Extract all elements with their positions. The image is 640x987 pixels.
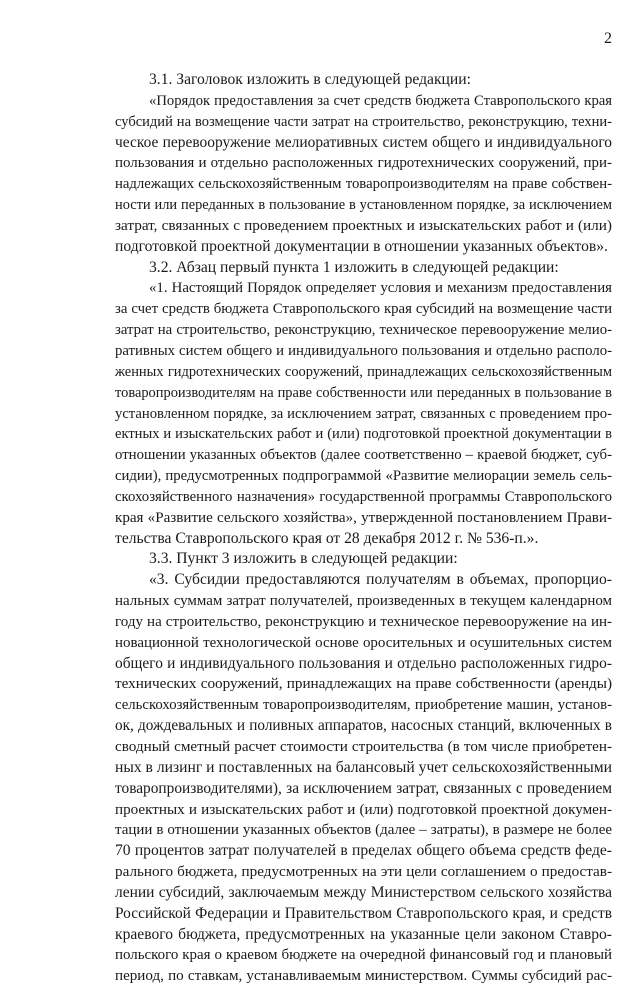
text-line: лении субсидий, заключаемым между Министерством сельского хозяйства <box>115 883 612 901</box>
text-line: проектных и изыскательских работ и (или) подготовкой проектной докумен- <box>115 801 612 818</box>
text-line: Российской Федерации и Правительством Ставропольского края, и средств <box>115 904 612 922</box>
text-line: затрат на строительство, реконструкцию, техническое перевооружение мелио- <box>115 322 612 339</box>
text-line: подготовкой проектной документации в отношении указанных объектов». <box>115 237 608 255</box>
text-line: ектных и изыскательских работ и (или) подготовкой проектной документации в <box>115 426 612 443</box>
text-line: сидии), предусмотренных подпрограммой «Развитие мелиорации земель сель- <box>115 468 612 485</box>
text-line: ческое перевооружение мелиоративных систем общего и индивидуального <box>115 133 612 151</box>
text-line: женных гидротехнических сооружений, принадлежащих сельскохозяйственным <box>115 363 612 380</box>
text-line: году на строительство, реконструкцию и техническое перевооружение на ин- <box>115 613 612 630</box>
page-number: 2 <box>604 30 612 47</box>
text-line: 3.2. Абзац первый пункта 1 изложить в следующей редакции: <box>149 258 559 276</box>
text-line: товаропроизводителями), за исключением затрат, связанных с проведением <box>115 779 612 797</box>
text-line: товаропроизводителям на праве собственности или переданных в пользование в <box>115 384 612 401</box>
text-line: сельскохозяйственным товаропроизводителям, приобретение машин, установ- <box>115 697 612 714</box>
text-line: отношении указанных объектов (далее соответственно – краевой бюджет, суб- <box>115 447 612 464</box>
text-line: нальных суммам затрат получателей, произведенных в текущем календарном <box>115 593 612 610</box>
text-line: ных в лизинг и поставленных на балансовый учет сельскохозяйственными <box>115 758 612 776</box>
text-line: сводный сметный расчет стоимости строительства (в том числе приобретен- <box>115 738 612 755</box>
text-line: польского края о краевом бюджете на очередной финансовый год и плановый <box>115 947 612 964</box>
text-line: надлежащих сельскохозяйственным товаропроизводителям на праве собствен- <box>115 176 612 193</box>
document-body <box>115 70 612 987</box>
text-line: ности или переданных в пользование в установленном порядке, за исключением <box>115 197 612 214</box>
text-line: «Порядок предоставления за счет средств бюджета Ставропольского края <box>149 92 612 109</box>
text-line: технических сооружений, принадлежащих на праве собственности (аренды) <box>115 675 612 693</box>
text-line: пользования и отдельно расположенных гидротехнических сооружений, при- <box>115 155 612 172</box>
text-line: за счет средств бюджета Ставропольского края субсидий на возмещение части <box>115 301 612 318</box>
text-line: тельства Ставропольского края от 28 декабря 2012 г. № 536-п.». <box>115 529 539 547</box>
text-line: новационной технологической основе оросительных и осушительных систем <box>115 634 612 651</box>
text-line: установленном порядке, за исключением затрат, связанных с проведением про- <box>115 405 612 422</box>
text-line: «3. Субсидии предоставляются получателям в объемах, пропорцио- <box>149 571 612 589</box>
text-line: ок, дождевальных и поливных аппаратов, насосных станций, включенных в <box>115 717 612 735</box>
text-line: субсидий на возмещение части затрат на строительство, реконструкцию, техни- <box>115 113 612 130</box>
text-line: тации в отношении указанных объектов (далее – затраты), в размере не более <box>115 822 612 839</box>
text-line: 3.3. Пункт 3 изложить в следующей редакции: <box>149 550 458 568</box>
text-line: «1. Настоящий Порядок определяет условия и механизм предоставления <box>149 280 612 297</box>
text-line: края «Развитие сельского хозяйства», утвержденной постановлением Прави- <box>115 509 612 526</box>
text-line: 3.1. Заголовок изложить в следующей редакции: <box>149 71 471 88</box>
text-line: 70 процентов затрат получателей в пределах общего объема средств феде- <box>115 842 612 860</box>
text-line: скохозяйственного назначения» государственной программы Ставропольского <box>115 488 612 505</box>
text-line: общего и индивидуального пользования и отдельно расположенных гидро- <box>115 654 612 672</box>
text-line: ративных систем общего и индивидуального пользования и отдельно располо- <box>115 342 612 359</box>
text-line: период, по ставкам, устанавливаемым министерством. Суммы субсидий рас- <box>115 968 612 985</box>
text-line: рального бюджета, предусмотренных на эти цели соглашением о предостав- <box>115 863 612 881</box>
text-line: краевого бюджета, предусмотренных на указанные цели законом Ставро- <box>115 925 612 943</box>
text-line: затрат, связанных с проведением проектных и изыскательских работ и (или) <box>115 216 612 234</box>
